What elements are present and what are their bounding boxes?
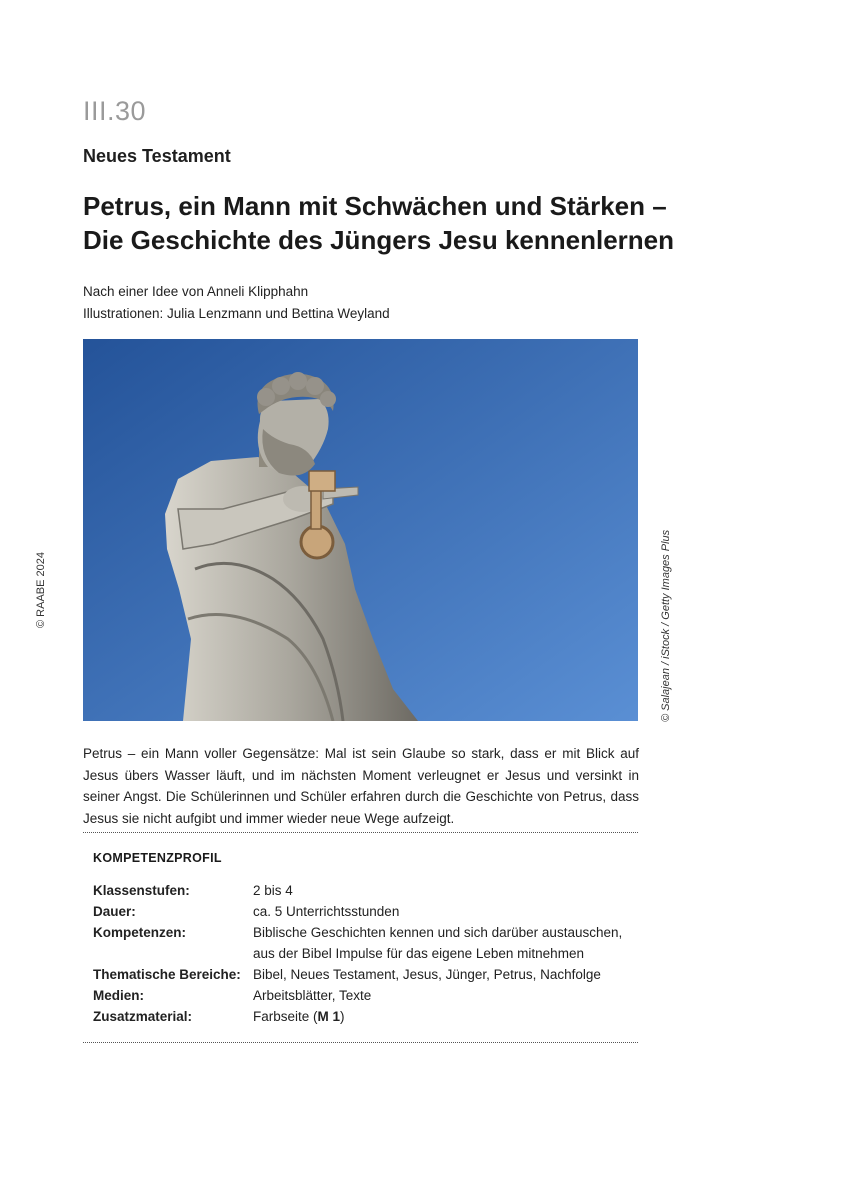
profile-row-media (93, 985, 638, 1006)
competence-profile-heading: KOMPETENZPROFIL (93, 851, 222, 865)
profile-value: 2 bis 4 (253, 883, 293, 898)
divider-top (83, 832, 638, 833)
profile-label: Medien: (93, 988, 145, 1003)
profile-value (253, 1006, 638, 1027)
profile-row-grades (93, 880, 638, 901)
profile-value: Bibel, Neues Testament, Jesus, Jünger, Petrus, Nachfolge (253, 967, 601, 982)
profile-value: Biblische Geschichten kennen und sich darüber austauschen, aus der Bibel Impulse für das eigene Leben mitnehmen (253, 925, 623, 961)
page-title (83, 189, 683, 257)
profile-row-duration (93, 901, 638, 922)
title-line-1: Petrus, ein Mann mit Schwächen und Stärken – (83, 191, 667, 221)
statue-illustration (83, 339, 638, 721)
photo-credit: © Salajean / iStock / Getty Images Plus (660, 529, 672, 722)
intro-paragraph: Petrus – ein Mann voller Gegensätze: Mal ist sein Glaube so stark, dass er mit Blick auf Jesus übers Wasser läuft, und im nächsten Moment verleugnet er Jesus und versinkt in seiner Angst. Die Schülerinnen und Schüler erfahren durch die Geschichte von Petrus, dass Jesus sie nicht aufgibt und immer wieder neue Wege aufzeigt. (83, 746, 639, 826)
title-line-2: Die Geschichte des Jüngers Jesu kennenlernen (83, 225, 675, 255)
idea-credit: Nach einer Idee von Anneli Klipphahn (83, 284, 309, 299)
profile-row-competences (93, 922, 638, 964)
section-number: III.30 (83, 96, 147, 126)
key-icon (301, 526, 333, 558)
copyright-notice: © RAABE 2024 (35, 552, 47, 628)
value-prefix: Farbseite ( (253, 1009, 318, 1024)
profile-label: Klassenstufen: (93, 883, 190, 898)
hero-image-statue (83, 339, 638, 721)
profile-value: ca. 5 Unterrichtsstunden (253, 904, 400, 919)
material-reference: M 1 (317, 1009, 341, 1024)
competence-profile (93, 880, 638, 1027)
subject-heading: Neues Testament (83, 146, 231, 166)
value-suffix: ) (340, 1009, 345, 1024)
illustrations-credit: Illustrationen: Julia Lenzmann und Bettina Weyland (83, 306, 390, 321)
profile-label: Thematische Bereiche: (93, 967, 241, 982)
profile-label: Zusatzmaterial: (93, 1009, 193, 1024)
profile-row-topics (93, 964, 638, 985)
profile-label: Dauer: (93, 904, 136, 919)
divider-bottom (83, 1042, 638, 1043)
profile-label: Kompetenzen: (93, 925, 187, 940)
profile-row-additional-material (93, 1006, 638, 1027)
credits (83, 281, 390, 325)
profile-value: Arbeitsblätter, Texte (253, 988, 372, 1003)
